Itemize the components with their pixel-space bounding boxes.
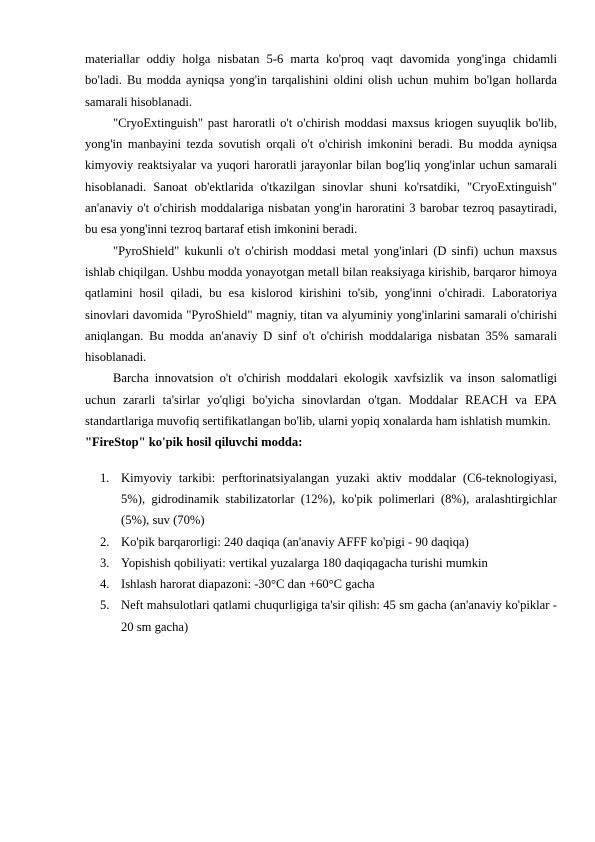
paragraph-safety-certification: Barcha innovatsion o't o'chirish moddalari ekologik xavfsizlik va inson salomatligi uchun zararli ta'sirlar yo'qligi bo'yicha sinovlardan o'tgan. Moddalar REACH va EPA standartlariga muvofiq sertifikatlangan bo'lib, ularni yopiq xonalarda ham ishlatish mumkin. <box>85 371 557 429</box>
list-item-number: 3. <box>100 555 110 570</box>
paragraph-pyroshield: "PyroShield" kukunli o't o'chirish moddasi metal yong'inlari (D sinfi) uchun maxsus ishlab chiqilgan. Ushbu modda yonayotgan metall bilan reaksiyaga kirishib, barqaror himoya qatlamini hosil qiladi, bu esa kislorod kirishini to'sib, yong'inni o'chiradi. Laboratoriya sinovlari davomida "PyroShield" magniy, titan va alyuminiy yong'inlarini samarali o'chirishi aniqlangan. Bu modda an'anaviy D sinf o't o'chirish moddalariga nisbatan 35% samarali hisoblanadi. <box>85 243 557 365</box>
list-item <box>85 553 557 574</box>
list-item-text: Kimyoviy tarkibi: perftorinatsiyalangan yuzaki aktiv moddalar (C6-teknologiyasi, 5%), gidrodinamik stabilizatorlar (12%), ko'pik polimerlari (8%), aralashtirgichlar (5%), suv (70%) <box>121 470 557 528</box>
section-heading-firestop: "FireStop" ko'pik hosil qiluvchi modda: <box>85 435 303 450</box>
paragraph-cryoextinguish: "CryoExtinguish" past haroratli o't o'chirish moddasi maxsus kriogen suyuqlik bo'lib, yong'in manbayini tezda sovutish orqali o't o'chirish imkonini beradi. Bu modda ayniqsa kimyoviy reaktsiyalar va yuqori haroratli jarayonlar bilan bog'liq yong'inlar uchun samarali hisoblanadi. Sanoat ob'ektlarida o'tkazilgan sinovlar shuni ko'rsatdiki, "CryoExtinguish" an'anaviy o't o'chirish moddalariga nisbatan yong'in haroratini 3 barobar tezroq pasaytiradi, bu esa yong'inni tezroq bartaraf etish imkonini beradi. <box>85 115 557 237</box>
list-item-number: 4. <box>100 577 110 592</box>
list-item-number: 5. <box>100 598 110 613</box>
list-item <box>85 532 557 553</box>
list-item <box>85 595 557 638</box>
list-item <box>85 574 557 595</box>
document-page <box>85 49 557 638</box>
list-item <box>85 468 557 532</box>
list-item-number: 2. <box>100 534 110 549</box>
list-item-text: Yopishish qobiliyati: vertikal yuzalarga 180 daqiqagacha turishi mumkin <box>121 555 488 570</box>
list-item-text: Neft mahsulotlari qatlami chuqurligiga ta'sir qilish: 45 sm gacha (an'anaviy ko'piklar - 20 sm gacha) <box>121 598 557 634</box>
list-item-text: Ko'pik barqarorligi: 240 daqiqa (an'anaviy AFFF ko'pigi - 90 daqiqa) <box>121 534 469 549</box>
firestop-properties-list <box>85 468 557 638</box>
paragraph-intro-continuation: materiallar oddiy holga nisbatan 5-6 marta ko'proq vaqt davomida yong'inga chidamli bo'ladi. Bu modda ayniqsa yong'in tarqalishini oldini olish uchun muhim bo'lgan hollarda samarali hisoblanadi. <box>85 52 557 109</box>
list-item-text: Ishlash harorat diapazoni: -30°C dan +60°C gacha <box>121 577 375 592</box>
list-item-number: 1. <box>100 470 110 485</box>
